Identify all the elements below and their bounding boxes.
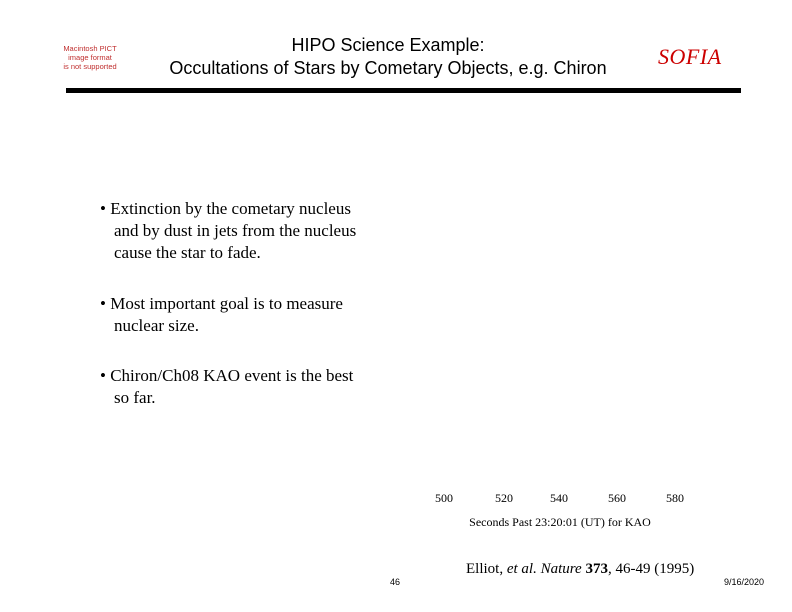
- slide-title-line-2: Occultations of Stars by Cometary Objects, e.g. Chiron: [169, 58, 607, 78]
- x-tick-label: 520: [495, 491, 513, 505]
- bullet-extinction: [100, 198, 430, 264]
- bullet-chiron-event: [100, 365, 430, 409]
- bullet-line: • Extinction by the cometary nucleus: [100, 199, 351, 218]
- x-tick-label: 580: [666, 491, 684, 505]
- citation-journal: et al. Nature: [506, 561, 582, 577]
- x-axis-label: Seconds Past 23:20:01 (UT) for KAO: [469, 515, 651, 529]
- citation: [466, 561, 694, 578]
- citation-author: Elliot,: [466, 561, 507, 577]
- x-tick-label: 540: [550, 491, 568, 505]
- page-number: 46: [390, 577, 401, 587]
- citation-volume: 373: [585, 561, 608, 577]
- unsupported-image-placeholder: [62, 44, 118, 74]
- bullet-line: and by dust in jets from the nucleus: [114, 221, 357, 240]
- bullet-line: • Chiron/Ch08 KAO event is the best: [100, 366, 354, 385]
- placeholder-line: image format: [68, 53, 112, 62]
- bullet-goal: [100, 293, 430, 337]
- bullet-line: so far.: [114, 388, 156, 407]
- x-tick-label: 500: [435, 491, 453, 505]
- x-tick-label: 560: [608, 491, 626, 505]
- slide-date: 9/16/2020: [724, 577, 765, 587]
- citation-pages: , 46-49 (1995): [607, 561, 695, 577]
- bullet-line: cause the star to fade.: [114, 243, 261, 262]
- sofia-logo-text: SOFIA: [658, 44, 722, 69]
- slide-title-line-1: HIPO Science Example:: [291, 35, 485, 55]
- bullet-line: nuclear size.: [114, 316, 199, 335]
- placeholder-line: is not supported: [63, 62, 117, 71]
- placeholder-line: Macintosh PICT: [63, 44, 117, 53]
- header-divider: [66, 88, 741, 93]
- bullet-line: • Most important goal is to measure: [100, 294, 343, 313]
- slide-title: [130, 34, 646, 80]
